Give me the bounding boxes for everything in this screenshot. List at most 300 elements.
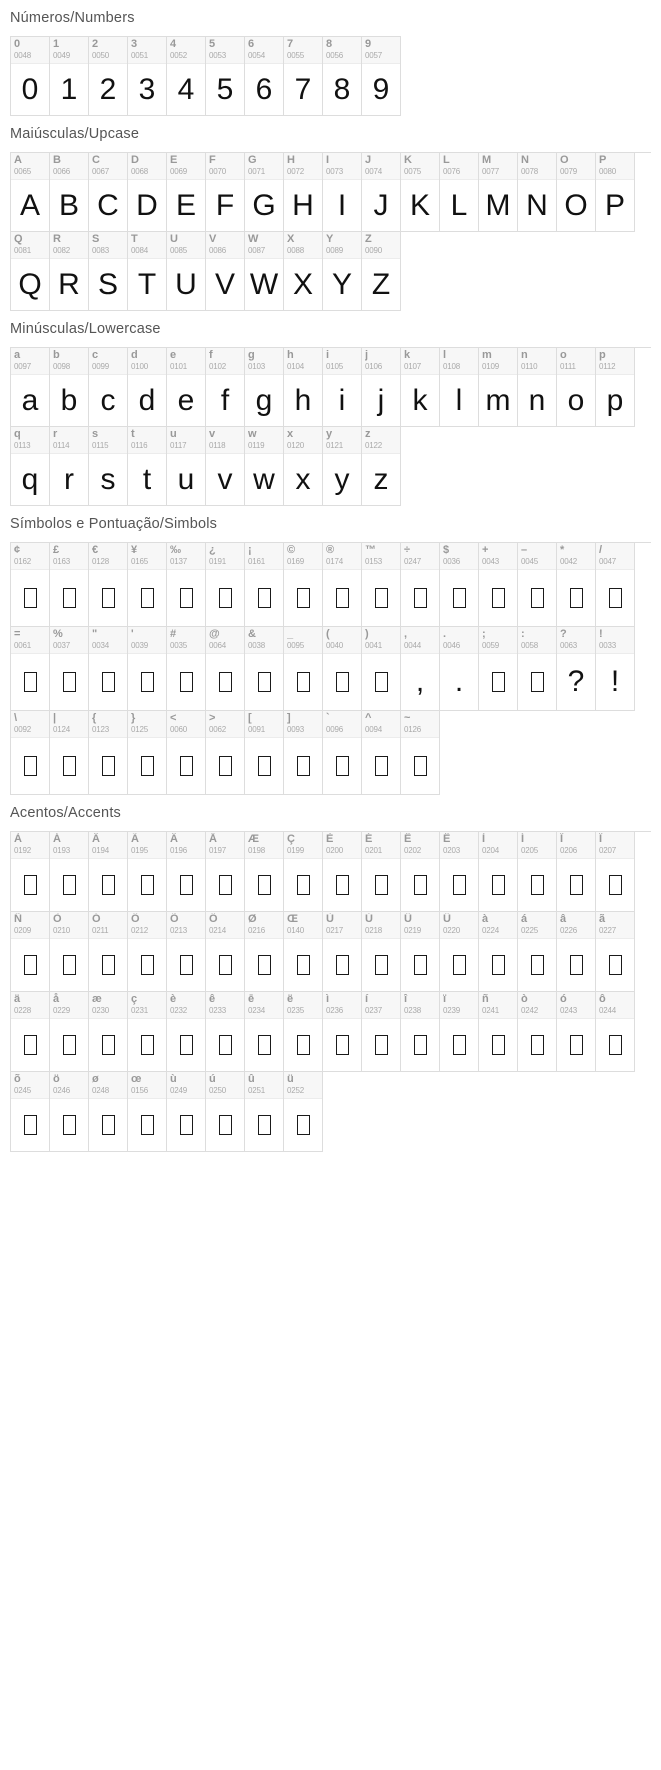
glyph-cell[interactable] bbox=[128, 627, 167, 711]
glyph-preview: u bbox=[177, 462, 195, 496]
glyph-cell[interactable] bbox=[50, 232, 89, 311]
glyph-charcode: 0053 bbox=[209, 51, 226, 60]
glyph-cell-header bbox=[284, 912, 322, 939]
glyph-cell[interactable] bbox=[323, 627, 362, 711]
glyph-charcode: 0118 bbox=[209, 441, 226, 450]
glyph-cell[interactable] bbox=[284, 153, 323, 232]
missing-glyph-box bbox=[570, 1035, 583, 1055]
glyph-preview bbox=[362, 939, 400, 991]
glyph-cell[interactable] bbox=[596, 912, 635, 992]
glyph-cell[interactable] bbox=[440, 627, 479, 711]
glyph-cell[interactable] bbox=[479, 543, 518, 627]
glyph-preview: h bbox=[294, 383, 312, 417]
glyph-cell[interactable] bbox=[11, 427, 50, 506]
glyph-cell[interactable] bbox=[518, 832, 557, 912]
glyph-cell[interactable] bbox=[323, 992, 362, 1072]
glyph-cell[interactable] bbox=[128, 543, 167, 627]
glyph-character: o bbox=[560, 349, 567, 361]
glyph-cell[interactable] bbox=[206, 232, 245, 311]
glyph-cell[interactable] bbox=[401, 153, 440, 232]
glyph-preview bbox=[206, 738, 244, 794]
glyph-cell-header bbox=[11, 627, 49, 654]
glyph-cell[interactable] bbox=[440, 348, 479, 427]
glyph-cell-header bbox=[128, 627, 166, 654]
glyph-cell[interactable] bbox=[596, 153, 635, 232]
glyph-cell[interactable] bbox=[362, 543, 401, 627]
glyph-character: w bbox=[248, 428, 257, 440]
glyph-cell-header bbox=[89, 627, 127, 654]
glyph-cell[interactable] bbox=[284, 627, 323, 711]
glyph-cell[interactable] bbox=[89, 427, 128, 506]
glyph-cell[interactable] bbox=[479, 832, 518, 912]
glyph-cell[interactable] bbox=[362, 153, 401, 232]
glyph-preview: U bbox=[175, 267, 197, 301]
glyph-cell[interactable] bbox=[245, 711, 284, 795]
glyph-cell[interactable] bbox=[50, 912, 89, 992]
glyph-cell[interactable] bbox=[323, 348, 362, 427]
glyph-cell[interactable] bbox=[362, 232, 401, 311]
glyph-cell[interactable] bbox=[557, 912, 596, 992]
glyph-cell[interactable] bbox=[206, 992, 245, 1072]
glyph-cell[interactable] bbox=[128, 711, 167, 795]
glyph-cell-header bbox=[557, 627, 595, 654]
glyph-cell-header bbox=[596, 543, 634, 570]
glyph-character: " bbox=[92, 628, 98, 640]
glyph-cell[interactable] bbox=[89, 37, 128, 116]
glyph-character: æ bbox=[92, 993, 102, 1005]
glyph-cell[interactable] bbox=[401, 711, 440, 795]
missing-glyph-box bbox=[609, 875, 622, 895]
glyph-cell[interactable] bbox=[50, 37, 89, 116]
glyph-cell-header bbox=[440, 543, 478, 570]
glyph-cell[interactable] bbox=[518, 543, 557, 627]
glyph-cell[interactable] bbox=[206, 37, 245, 116]
glyph-character: u bbox=[170, 428, 177, 440]
glyph-character: A bbox=[14, 154, 22, 166]
glyph-cell[interactable] bbox=[245, 543, 284, 627]
glyph-cell[interactable] bbox=[245, 153, 284, 232]
glyph-cell[interactable] bbox=[479, 348, 518, 427]
glyph-character: Â bbox=[92, 833, 100, 845]
glyph-preview: j bbox=[377, 383, 385, 417]
glyph-character: ÷ bbox=[404, 544, 411, 556]
glyph-cell[interactable] bbox=[50, 348, 89, 427]
glyph-cell[interactable] bbox=[128, 232, 167, 311]
glyph-cell-header bbox=[518, 912, 556, 939]
glyph-cell[interactable] bbox=[284, 543, 323, 627]
glyph-character: B bbox=[53, 154, 61, 166]
glyph-preview bbox=[128, 1099, 166, 1151]
glyph-charcode: 0192 bbox=[14, 846, 31, 855]
glyph-cell[interactable] bbox=[11, 232, 50, 311]
glyph-cell-header bbox=[596, 912, 634, 939]
glyph-grid bbox=[10, 347, 651, 506]
glyph-cell[interactable] bbox=[11, 37, 50, 116]
glyph-preview bbox=[50, 1019, 88, 1071]
glyph-cell[interactable] bbox=[167, 832, 206, 912]
glyph-cell-header bbox=[596, 348, 634, 375]
glyph-cell[interactable] bbox=[11, 543, 50, 627]
glyph-preview bbox=[323, 939, 361, 991]
glyph-preview bbox=[11, 859, 49, 911]
glyph-cell[interactable] bbox=[362, 992, 401, 1072]
glyph-cell[interactable] bbox=[50, 832, 89, 912]
glyph-cell[interactable] bbox=[596, 992, 635, 1072]
glyph-cell[interactable] bbox=[401, 832, 440, 912]
glyph-cell[interactable] bbox=[245, 232, 284, 311]
glyph-cell-header bbox=[245, 543, 283, 570]
glyph-cell-header bbox=[89, 992, 127, 1019]
glyph-cell[interactable] bbox=[50, 543, 89, 627]
glyph-cell[interactable] bbox=[401, 912, 440, 992]
charmap-section bbox=[0, 506, 661, 795]
glyph-cell[interactable] bbox=[362, 912, 401, 992]
glyph-cell-header bbox=[362, 153, 400, 180]
glyph-cell-header bbox=[50, 1072, 88, 1099]
glyph-cell[interactable] bbox=[323, 711, 362, 795]
glyph-cell[interactable] bbox=[362, 711, 401, 795]
glyph-preview bbox=[11, 738, 49, 794]
glyph-cell[interactable] bbox=[128, 1072, 167, 1152]
glyph-cell[interactable] bbox=[518, 153, 557, 232]
glyph-cell-header bbox=[167, 711, 205, 738]
glyph-cell[interactable] bbox=[323, 427, 362, 506]
glyph-cell[interactable] bbox=[245, 1072, 284, 1152]
glyph-cell-header bbox=[50, 711, 88, 738]
glyph-preview bbox=[206, 1099, 244, 1151]
missing-glyph-box bbox=[63, 672, 76, 692]
glyph-cell[interactable] bbox=[401, 348, 440, 427]
glyph-cell[interactable] bbox=[440, 543, 479, 627]
glyph-cell[interactable] bbox=[401, 543, 440, 627]
glyph-cell[interactable] bbox=[479, 992, 518, 1072]
glyph-cell[interactable] bbox=[284, 348, 323, 427]
glyph-cell[interactable] bbox=[206, 348, 245, 427]
glyph-cell[interactable] bbox=[557, 153, 596, 232]
glyph-cell-header bbox=[557, 153, 595, 180]
glyph-character: ¥ bbox=[131, 544, 138, 556]
glyph-character: r bbox=[53, 428, 58, 440]
glyph-cell[interactable] bbox=[11, 153, 50, 232]
glyph-charcode: 0214 bbox=[209, 926, 226, 935]
glyph-character: n bbox=[521, 349, 528, 361]
glyph-cell-header bbox=[128, 1072, 166, 1099]
glyph-cell[interactable] bbox=[167, 1072, 206, 1152]
glyph-charcode: 0044 bbox=[404, 641, 421, 650]
glyph-cell[interactable] bbox=[284, 711, 323, 795]
glyph-charcode: 0057 bbox=[365, 51, 382, 60]
glyph-cell[interactable] bbox=[128, 348, 167, 427]
glyph-cell[interactable] bbox=[284, 37, 323, 116]
missing-glyph-box bbox=[336, 588, 349, 608]
glyph-cell[interactable] bbox=[206, 832, 245, 912]
missing-glyph-box bbox=[102, 1115, 115, 1135]
glyph-cell[interactable] bbox=[11, 912, 50, 992]
glyph-character: ^ bbox=[365, 712, 372, 724]
glyph-cell[interactable] bbox=[440, 912, 479, 992]
glyph-character: À bbox=[14, 833, 22, 845]
glyph-charcode: 0036 bbox=[443, 557, 460, 566]
glyph-cell[interactable] bbox=[284, 912, 323, 992]
glyph-cell[interactable] bbox=[362, 627, 401, 711]
glyph-preview bbox=[440, 859, 478, 911]
glyph-cell[interactable] bbox=[11, 627, 50, 711]
glyph-cell[interactable] bbox=[89, 711, 128, 795]
glyph-cell[interactable] bbox=[128, 832, 167, 912]
glyph-cell[interactable] bbox=[323, 543, 362, 627]
glyph-character: â bbox=[560, 913, 567, 925]
glyph-cell[interactable] bbox=[401, 627, 440, 711]
glyph-cell[interactable] bbox=[245, 992, 284, 1072]
glyph-cell-header bbox=[128, 232, 166, 259]
missing-glyph-box bbox=[258, 955, 271, 975]
glyph-charcode: 0246 bbox=[53, 1086, 70, 1095]
glyph-cell[interactable] bbox=[323, 37, 362, 116]
glyph-charcode: 0100 bbox=[131, 362, 148, 371]
glyph-cell[interactable] bbox=[206, 1072, 245, 1152]
missing-glyph-box bbox=[258, 756, 271, 776]
glyph-preview bbox=[50, 570, 88, 626]
glyph-preview bbox=[245, 939, 283, 991]
glyph-cell[interactable] bbox=[167, 232, 206, 311]
glyph-cell[interactable] bbox=[167, 711, 206, 795]
glyph-cell[interactable] bbox=[50, 992, 89, 1072]
missing-glyph-box bbox=[336, 756, 349, 776]
glyph-cell-header bbox=[167, 912, 205, 939]
glyph-character: N bbox=[521, 154, 529, 166]
glyph-cell[interactable] bbox=[128, 37, 167, 116]
glyph-cell[interactable] bbox=[245, 37, 284, 116]
glyph-cell[interactable] bbox=[362, 832, 401, 912]
glyph-cell[interactable] bbox=[206, 711, 245, 795]
glyph-cell[interactable] bbox=[167, 627, 206, 711]
missing-glyph-box bbox=[414, 875, 427, 895]
glyph-cell[interactable] bbox=[206, 427, 245, 506]
glyph-cell[interactable] bbox=[89, 992, 128, 1072]
glyph-charcode: 0162 bbox=[14, 557, 31, 566]
glyph-cell[interactable] bbox=[557, 627, 596, 711]
glyph-character: t bbox=[131, 428, 135, 440]
glyph-cell[interactable] bbox=[284, 427, 323, 506]
glyph-cell[interactable] bbox=[440, 832, 479, 912]
glyph-charcode: 0169 bbox=[287, 557, 304, 566]
glyph-cell[interactable] bbox=[167, 427, 206, 506]
glyph-cell[interactable] bbox=[284, 832, 323, 912]
glyph-cell-header bbox=[11, 153, 49, 180]
glyph-character: ™ bbox=[365, 544, 376, 556]
glyph-cell[interactable] bbox=[557, 832, 596, 912]
glyph-character: 7 bbox=[287, 38, 294, 50]
glyph-cell-header bbox=[284, 348, 322, 375]
missing-glyph-box bbox=[102, 672, 115, 692]
glyph-cell[interactable] bbox=[245, 427, 284, 506]
glyph-preview bbox=[284, 570, 322, 626]
glyph-cell[interactable] bbox=[167, 348, 206, 427]
glyph-cell[interactable] bbox=[206, 627, 245, 711]
glyph-charcode: 0082 bbox=[53, 246, 70, 255]
glyph-cell[interactable] bbox=[479, 153, 518, 232]
glyph-preview bbox=[401, 738, 439, 794]
section-title: Números/Numbers bbox=[10, 10, 135, 26]
glyph-cell[interactable] bbox=[206, 912, 245, 992]
glyph-cell[interactable] bbox=[245, 832, 284, 912]
glyph-charcode: 0059 bbox=[482, 641, 499, 650]
glyph-character: – bbox=[521, 544, 528, 556]
glyph-cell[interactable] bbox=[557, 992, 596, 1072]
glyph-charcode: 0109 bbox=[482, 362, 499, 371]
glyph-cell[interactable] bbox=[518, 348, 557, 427]
glyph-cell[interactable] bbox=[245, 627, 284, 711]
glyph-cell[interactable] bbox=[596, 832, 635, 912]
glyph-cell[interactable] bbox=[518, 627, 557, 711]
glyph-cell-header bbox=[11, 348, 49, 375]
glyph-character: ã bbox=[599, 913, 606, 925]
glyph-character: P bbox=[599, 154, 607, 166]
glyph-cell[interactable] bbox=[440, 153, 479, 232]
glyph-cell[interactable] bbox=[284, 992, 323, 1072]
glyph-character: Í bbox=[521, 833, 525, 845]
glyph-preview: 5 bbox=[216, 72, 234, 106]
glyph-cell[interactable] bbox=[167, 37, 206, 116]
glyph-cell[interactable] bbox=[167, 912, 206, 992]
glyph-cell[interactable] bbox=[128, 912, 167, 992]
glyph-charcode: 0174 bbox=[326, 557, 343, 566]
glyph-charcode: 0069 bbox=[170, 167, 187, 176]
glyph-cell-header bbox=[518, 153, 556, 180]
glyph-cell[interactable] bbox=[479, 627, 518, 711]
glyph-cell[interactable] bbox=[323, 832, 362, 912]
glyph-cell[interactable] bbox=[50, 711, 89, 795]
glyph-character: 9 bbox=[365, 38, 372, 50]
glyph-cell[interactable] bbox=[128, 153, 167, 232]
glyph-preview: s bbox=[100, 462, 116, 496]
glyph-character: 1 bbox=[53, 38, 60, 50]
glyph-cell[interactable] bbox=[128, 427, 167, 506]
glyph-charcode: 0079 bbox=[560, 167, 577, 176]
glyph-cell[interactable] bbox=[518, 992, 557, 1072]
glyph-cell[interactable] bbox=[596, 627, 635, 711]
glyph-cell[interactable] bbox=[557, 543, 596, 627]
glyph-charcode: 0213 bbox=[170, 926, 187, 935]
glyph-cell-header bbox=[245, 37, 283, 64]
glyph-cell[interactable] bbox=[167, 543, 206, 627]
glyph-character: Y bbox=[326, 233, 334, 245]
glyph-cell[interactable] bbox=[89, 348, 128, 427]
glyph-charcode: 0121 bbox=[326, 441, 343, 450]
glyph-preview bbox=[401, 1019, 439, 1071]
glyph-preview: 1 bbox=[60, 72, 78, 106]
glyph-cell[interactable] bbox=[596, 348, 635, 427]
missing-glyph-box bbox=[63, 1035, 76, 1055]
glyph-preview bbox=[362, 1019, 400, 1071]
glyph-cell[interactable] bbox=[596, 543, 635, 627]
glyph-charcode: 0091 bbox=[248, 725, 265, 734]
glyph-charcode: 0103 bbox=[248, 362, 265, 371]
glyph-cell[interactable] bbox=[11, 1072, 50, 1152]
glyph-cell[interactable] bbox=[479, 912, 518, 992]
missing-glyph-box bbox=[63, 1115, 76, 1135]
glyph-cell[interactable] bbox=[284, 232, 323, 311]
glyph-character: ¡ bbox=[248, 544, 252, 556]
glyph-cell[interactable] bbox=[89, 912, 128, 992]
glyph-cell[interactable] bbox=[440, 992, 479, 1072]
glyph-cell[interactable] bbox=[89, 232, 128, 311]
glyph-cell[interactable] bbox=[284, 1072, 323, 1152]
glyph-grid bbox=[10, 542, 651, 795]
missing-glyph-box bbox=[609, 955, 622, 975]
glyph-cell-header bbox=[557, 832, 595, 859]
missing-glyph-box bbox=[180, 955, 193, 975]
missing-glyph-box bbox=[102, 875, 115, 895]
glyph-grid bbox=[10, 831, 651, 1152]
glyph-character: & bbox=[248, 628, 256, 640]
glyph-cell[interactable] bbox=[89, 1072, 128, 1152]
glyph-cell[interactable] bbox=[50, 427, 89, 506]
glyph-cell[interactable] bbox=[167, 153, 206, 232]
glyph-cell[interactable] bbox=[11, 348, 50, 427]
glyph-cell[interactable] bbox=[11, 832, 50, 912]
glyph-cell[interactable] bbox=[11, 711, 50, 795]
glyph-character: h bbox=[287, 349, 294, 361]
glyph-character: ì bbox=[326, 993, 330, 1005]
glyph-cell-header bbox=[50, 912, 88, 939]
glyph-cell[interactable] bbox=[401, 992, 440, 1072]
glyph-cell[interactable] bbox=[89, 153, 128, 232]
glyph-cell[interactable] bbox=[89, 543, 128, 627]
glyph-cell-header bbox=[440, 912, 478, 939]
glyph-cell[interactable] bbox=[518, 912, 557, 992]
glyph-charcode: 0077 bbox=[482, 167, 499, 176]
glyph-character: U bbox=[170, 233, 178, 245]
glyph-cell[interactable] bbox=[206, 153, 245, 232]
glyph-cell[interactable] bbox=[323, 912, 362, 992]
glyph-cell-header bbox=[596, 832, 634, 859]
glyph-character: Ó bbox=[92, 913, 101, 925]
glyph-cell[interactable] bbox=[167, 992, 206, 1072]
glyph-cell-header bbox=[245, 832, 283, 859]
glyph-cell[interactable] bbox=[557, 348, 596, 427]
glyph-cell-header bbox=[362, 37, 400, 64]
missing-glyph-box bbox=[414, 1035, 427, 1055]
glyph-character: C bbox=[92, 154, 100, 166]
glyph-cell[interactable] bbox=[128, 992, 167, 1072]
glyph-cell[interactable] bbox=[245, 348, 284, 427]
glyph-cell[interactable] bbox=[89, 832, 128, 912]
glyph-cell[interactable] bbox=[206, 543, 245, 627]
glyph-cell[interactable] bbox=[245, 912, 284, 992]
glyph-cell-header bbox=[206, 37, 244, 64]
glyph-cell[interactable] bbox=[89, 627, 128, 711]
glyph-cell[interactable] bbox=[50, 1072, 89, 1152]
glyph-cell[interactable] bbox=[11, 992, 50, 1072]
glyph-charcode: 0038 bbox=[248, 641, 265, 650]
glyph-cell[interactable] bbox=[323, 232, 362, 311]
glyph-cell-header bbox=[323, 832, 361, 859]
glyph-cell[interactable] bbox=[362, 37, 401, 116]
glyph-cell[interactable] bbox=[362, 348, 401, 427]
glyph-cell[interactable] bbox=[362, 427, 401, 506]
glyph-preview: r bbox=[64, 462, 74, 496]
glyph-cell[interactable] bbox=[50, 627, 89, 711]
glyph-preview: d bbox=[138, 383, 156, 417]
missing-glyph-box bbox=[180, 1035, 193, 1055]
glyph-preview bbox=[479, 570, 517, 626]
glyph-cell-header bbox=[284, 711, 322, 738]
glyph-cell[interactable] bbox=[50, 153, 89, 232]
glyph-cell-header bbox=[89, 153, 127, 180]
glyph-cell[interactable] bbox=[323, 153, 362, 232]
glyph-cell-header bbox=[284, 832, 322, 859]
